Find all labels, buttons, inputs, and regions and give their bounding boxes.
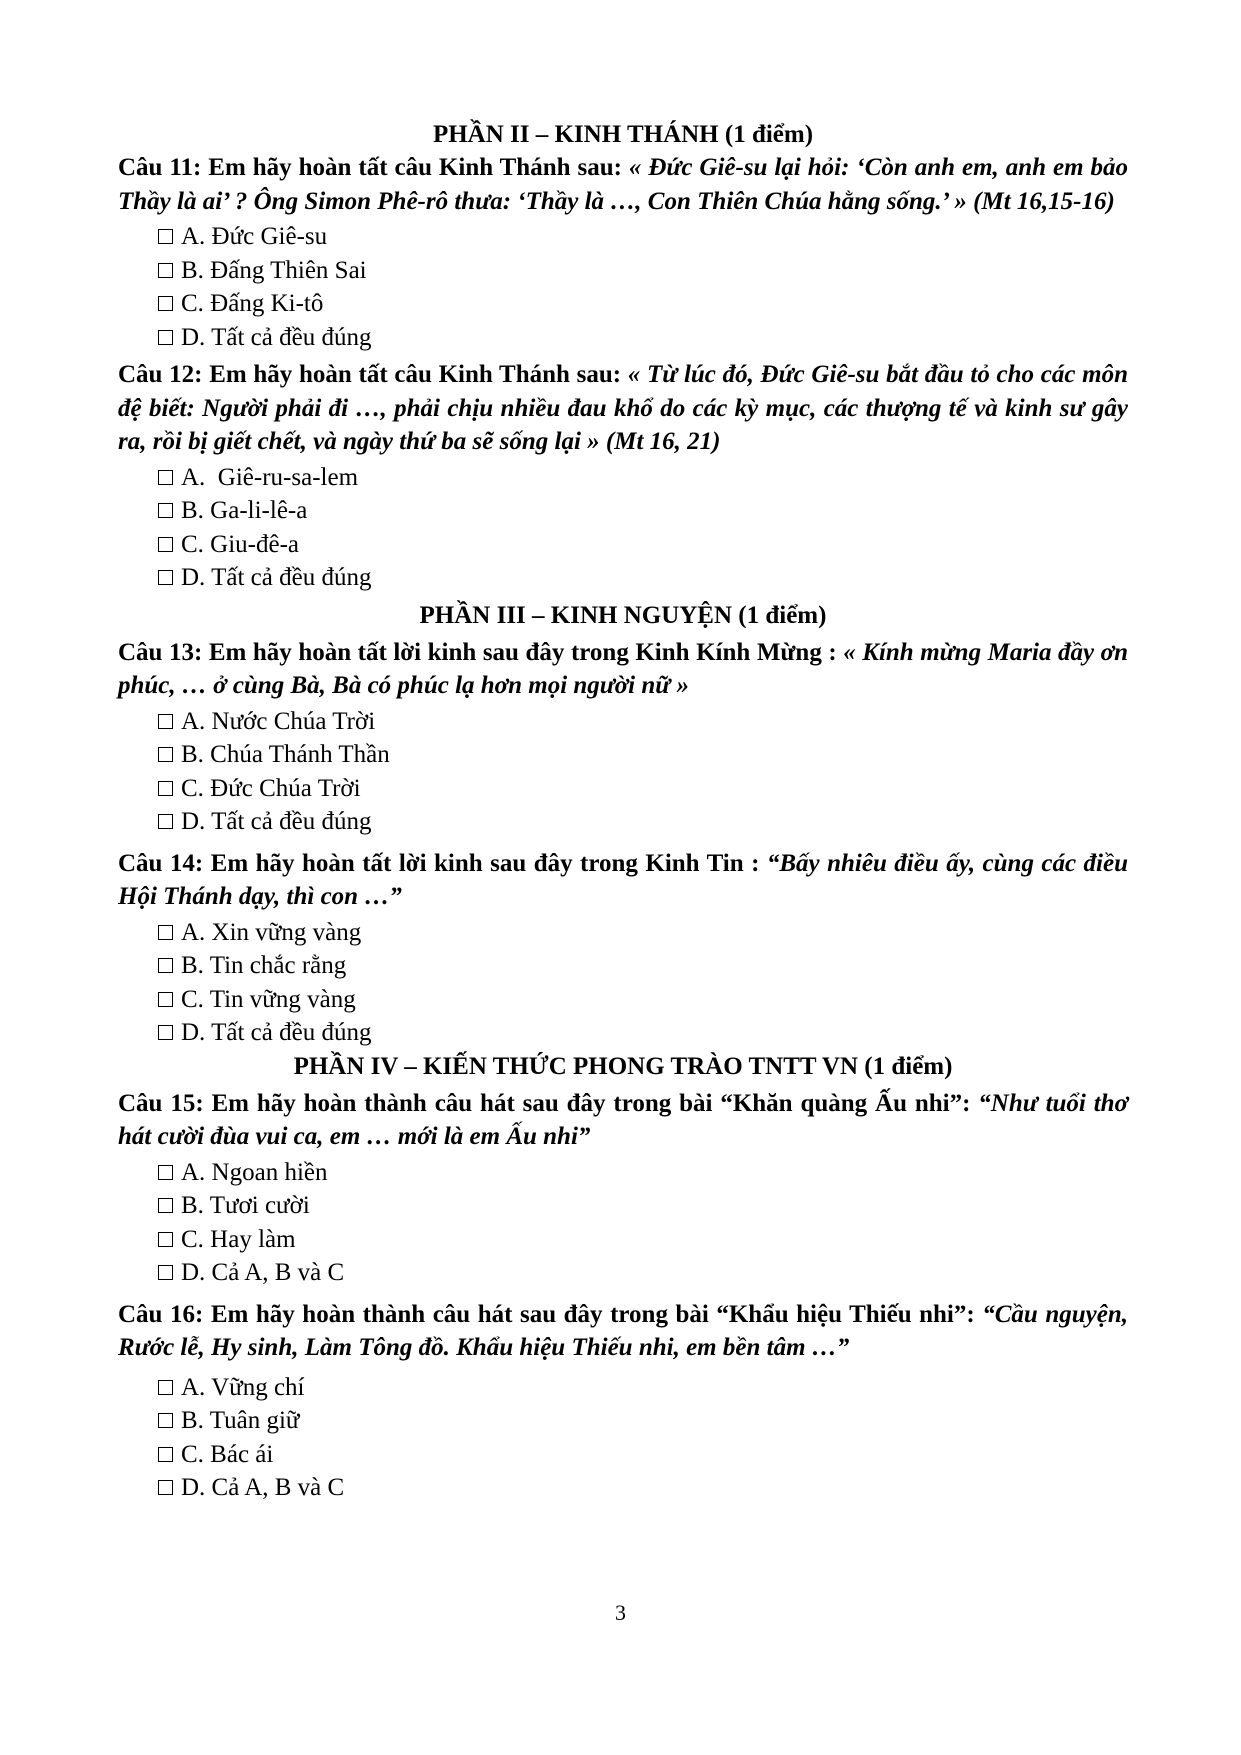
option-label: A. Giê-ru-sa-lem <box>181 463 359 491</box>
checkbox-icon[interactable] <box>158 958 173 973</box>
checkbox-icon[interactable] <box>158 1447 173 1462</box>
question-label: Câu 11: Em hãy hoàn tất câu Kinh Thánh sau: <box>118 154 622 181</box>
answer-options <box>158 916 1128 1050</box>
option-label: B. Tuân giữ <box>181 1407 300 1434</box>
option-label: A. Đức Giê-su <box>181 223 328 250</box>
option-label: C. Giu-đê-a <box>181 530 300 558</box>
option-label: D. Cả A, B và C <box>181 1474 345 1501</box>
answer-option[interactable] <box>158 1223 1128 1257</box>
option-label: C. Bác ái <box>181 1440 274 1468</box>
option-label: D. Tất cả đều đúng <box>181 808 372 835</box>
answer-option[interactable] <box>158 983 1128 1017</box>
answer-option[interactable] <box>158 287 1128 321</box>
option-label: A. Vững chí <box>181 1373 305 1401</box>
option-label: D. Cả A, B và C <box>181 1259 345 1286</box>
answer-option[interactable] <box>158 461 1128 495</box>
option-label: B. Ga-li-lê-a <box>181 497 308 524</box>
answer-option[interactable] <box>158 321 1128 355</box>
option-label: B. Đấng Thiên Sai <box>181 256 367 284</box>
answer-option[interactable] <box>158 1156 1128 1190</box>
answer-option[interactable] <box>158 949 1128 983</box>
question-12 <box>118 358 1128 459</box>
question-14 <box>118 847 1128 914</box>
question-quote: “Cầu nguyện, Rước lễ, Hy sinh, Làm Tông đồ. Khẩu hiệu Thiếu nhi, em bền tâm …” <box>118 1300 1128 1361</box>
question-13 <box>118 636 1128 703</box>
checkbox-icon[interactable] <box>158 330 173 345</box>
section-heading: PHẦN III – KINH NGUYỆN (1 điểm) <box>419 601 827 629</box>
checkbox-icon[interactable] <box>158 1265 173 1280</box>
answer-option[interactable] <box>158 805 1128 839</box>
answer-option[interactable] <box>158 561 1128 595</box>
option-label: C. Tin vững vàng <box>181 985 356 1013</box>
question-label: Câu 14: Em hãy hoàn tất lời kinh sau đây trong Kinh Tin : <box>118 849 760 877</box>
option-label: B. Chúa Thánh Thần <box>181 741 390 768</box>
question-quote: « Từ lúc đó, Đức Giê-su bắt đầu tỏ cho các môn đệ biết: Người phải đi …, phải chịu nhiều đau khổ do các kỳ mục, các thượng tế và kinh sư gây ra, rồi bị giết chết, và ngày thứ ba sẽ sống lại » (Mt 16, 21) <box>118 361 1129 455</box>
answer-option[interactable] <box>158 528 1128 562</box>
answer-option[interactable] <box>158 1016 1128 1050</box>
answer-option[interactable] <box>158 1371 1128 1405</box>
option-label: D. Tất cả đều đúng <box>181 1019 372 1046</box>
option-label: D. Tất cả đều đúng <box>181 323 372 351</box>
question-11 <box>118 151 1128 218</box>
checkbox-icon[interactable] <box>158 229 173 244</box>
checkbox-icon[interactable] <box>158 1232 173 1247</box>
answer-option[interactable] <box>158 1471 1128 1505</box>
answer-option[interactable] <box>158 254 1128 288</box>
answer-option[interactable] <box>158 1256 1128 1290</box>
checkbox-icon[interactable] <box>158 470 173 485</box>
page-number: 3 <box>615 1600 626 1625</box>
question-quote: « Đức Giê-su lại hỏi: ‘Còn anh em, anh em bảo Thầy là ai’ ? Ông Simon Phê-rô thưa: ‘Thầy là …, Con Thiên Chúa hằng sống.’ » (Mt 16,15-16) <box>118 154 1128 215</box>
option-label: D. Tất cả đều đúng <box>181 564 372 591</box>
checkbox-icon[interactable] <box>158 714 173 729</box>
checkbox-icon[interactable] <box>158 925 173 940</box>
checkbox-icon[interactable] <box>158 747 173 762</box>
answer-option[interactable] <box>158 1438 1128 1472</box>
question-label: Câu 13: Em hãy hoàn tất lời kinh sau đây trong Kinh Kính Mừng : <box>118 638 837 666</box>
checkbox-icon[interactable] <box>158 1480 173 1495</box>
question-label: Câu 12: Em hãy hoàn tất câu Kinh Thánh sau: <box>118 361 622 388</box>
answer-option[interactable] <box>158 772 1128 806</box>
answer-option[interactable] <box>158 705 1128 739</box>
question-quote: “Bấy nhiêu điều ấy, cùng các điều Hội Thánh dạy, thì con …” <box>118 849 1128 910</box>
checkbox-icon[interactable] <box>158 570 173 585</box>
answer-option[interactable] <box>158 1404 1128 1438</box>
question-label: Câu 16: Em hãy hoàn thành câu hát sau đây trong bài “Khẩu hiệu Thiếu nhi”: <box>118 1300 975 1328</box>
answer-options <box>158 220 1128 354</box>
answer-option[interactable] <box>158 738 1128 772</box>
option-label: C. Đấng Ki-tô <box>181 290 324 317</box>
question-label: Câu 15: Em hãy hoàn thành câu hát sau đây trong bài “Khăn quàng Ấu nhi”: <box>118 1089 971 1117</box>
checkbox-icon[interactable] <box>158 1413 173 1428</box>
checkbox-icon[interactable] <box>158 1025 173 1040</box>
answer-option[interactable] <box>158 220 1128 254</box>
checkbox-icon[interactable] <box>158 1198 173 1213</box>
section-heading: PHẦN IV – KIẾN THỨC PHONG TRÀO TNTT VN (1 điểm) <box>293 1052 953 1080</box>
checkbox-icon[interactable] <box>158 1380 173 1395</box>
option-label: A. Nước Chúa Trời <box>181 707 376 735</box>
answer-option[interactable] <box>158 916 1128 950</box>
question-15 <box>118 1087 1128 1154</box>
question-quote: « Kính mừng Maria đầy ơn phúc, … ở cùng Bà, Bà có phúc lạ hơn mọi người nữ » <box>118 638 1128 699</box>
answer-option[interactable] <box>158 1189 1128 1223</box>
question-16 <box>118 1298 1128 1365</box>
checkbox-icon[interactable] <box>158 814 173 829</box>
answer-option[interactable] <box>158 494 1128 528</box>
checkbox-icon[interactable] <box>158 296 173 311</box>
option-label: C. Đức Chúa Trời <box>181 774 361 802</box>
answer-options <box>158 1371 1128 1505</box>
option-label: B. Tươi cười <box>181 1192 310 1219</box>
question-quote: “Như tuổi thơ hát cười đùa vui ca, em … mới là em Ấu nhi” <box>118 1089 1128 1150</box>
checkbox-icon[interactable] <box>158 263 173 278</box>
option-label: B. Tin chắc rằng <box>181 952 347 979</box>
document-page <box>118 118 1128 1505</box>
checkbox-icon[interactable] <box>158 781 173 796</box>
answer-options <box>158 461 1128 595</box>
answer-options <box>158 705 1128 839</box>
checkbox-icon[interactable] <box>158 1165 173 1180</box>
option-label: C. Hay làm <box>181 1225 296 1253</box>
checkbox-icon[interactable] <box>158 537 173 552</box>
checkbox-icon[interactable] <box>158 503 173 518</box>
section-heading: PHẦN II – KINH THÁNH (1 điểm) <box>432 121 814 148</box>
checkbox-icon[interactable] <box>158 992 173 1007</box>
answer-options <box>158 1156 1128 1290</box>
option-label: A. Xin vững vàng <box>181 918 362 946</box>
option-label: A. Ngoan hiền <box>181 1158 328 1186</box>
